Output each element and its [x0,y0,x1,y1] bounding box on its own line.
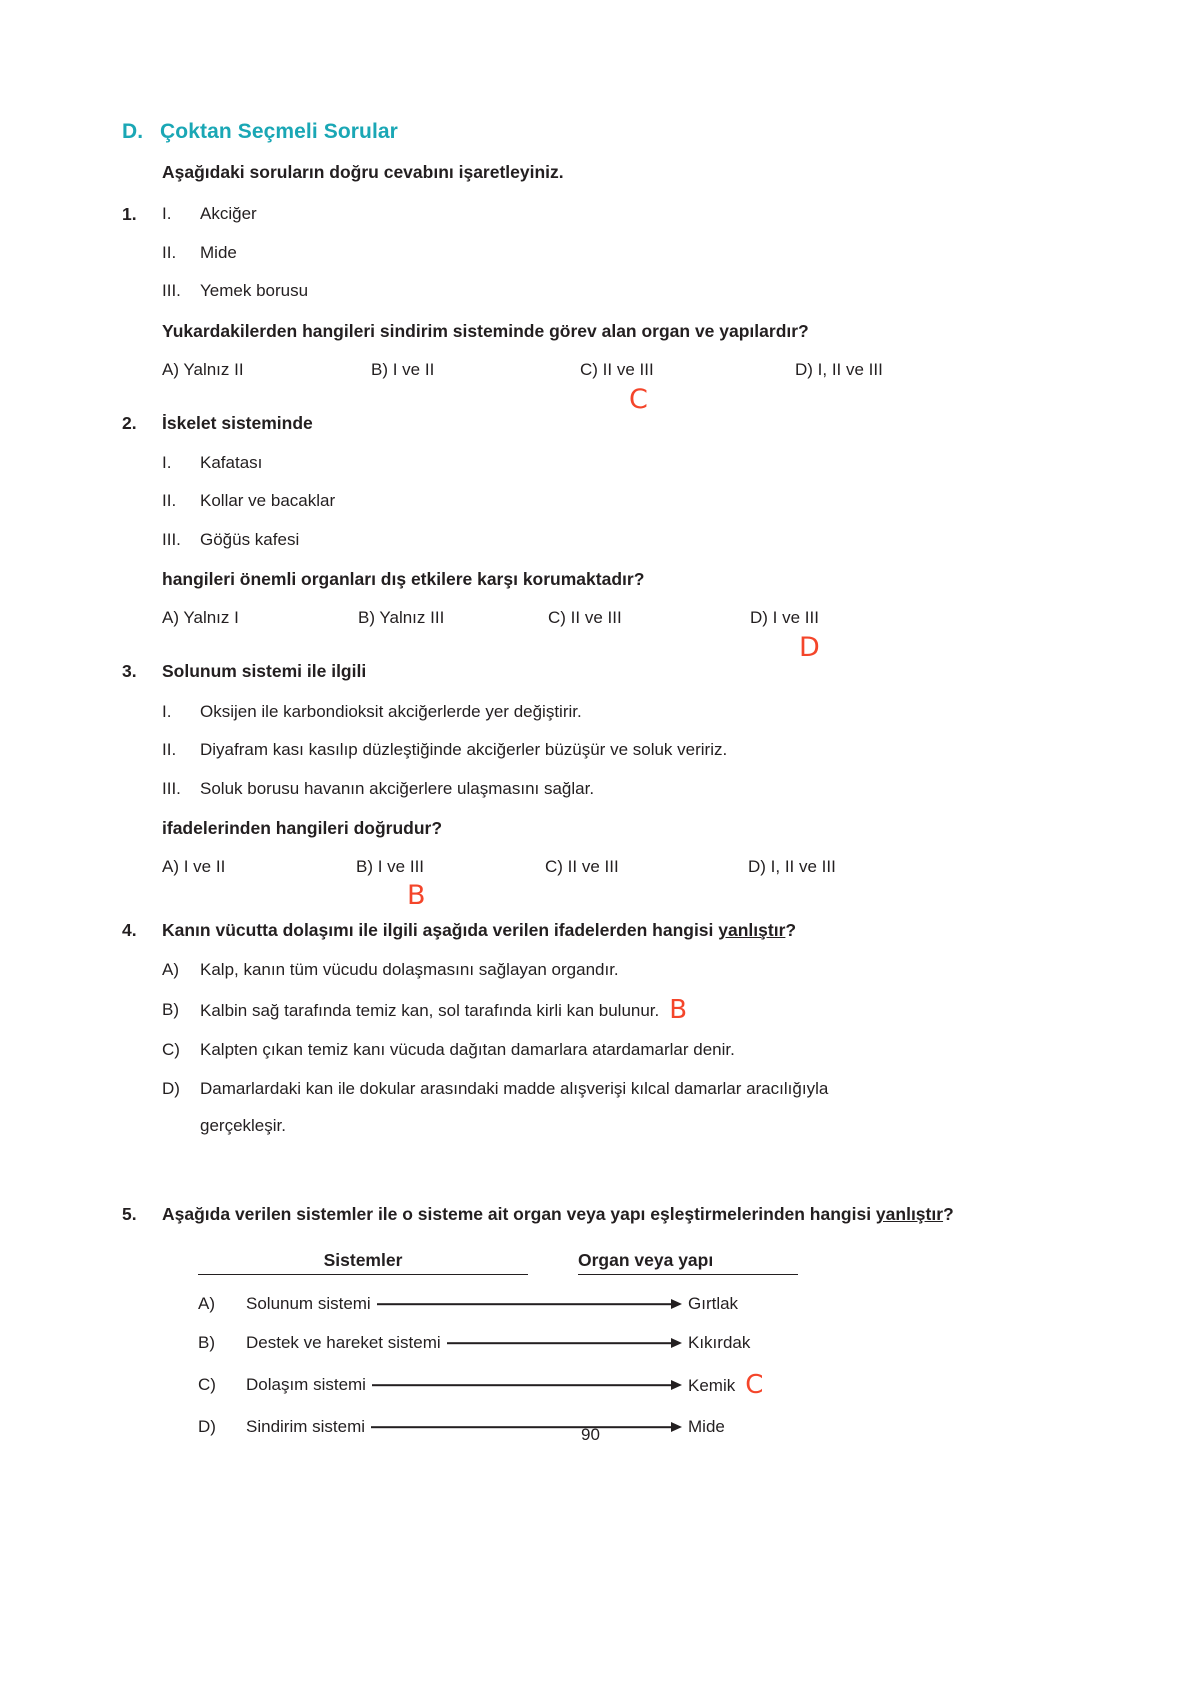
question-5-stem [162,1201,1061,1228]
roman-numeral: I. [162,452,172,472]
question-3 [120,658,1061,912]
question-1-options [162,359,1061,415]
option-a[interactable]: A) Yalnız II [162,359,244,379]
option-b[interactable]: B) I ve III [356,857,425,877]
answer-mark-question-4: B [669,994,688,1025]
question-4-stem-emphasis: yanlıştır [718,920,786,941]
question-1 [120,201,1061,415]
option-c-text: Kalpten çıkan temiz kanı vücuda dağıtan damarlara atardamarlar denir. [200,1039,735,1059]
question-2-roman-list [162,450,1061,553]
roman-item [162,450,1061,476]
section-heading [122,120,1061,144]
option-b-label: Kalbin sağ tarafında temiz kan, sol tarafında kirli kan bulunur. [200,1000,660,1020]
matching-row-d-system: Sindirim sistemi [246,1417,366,1437]
roman-item [162,737,1061,763]
option-d[interactable] [162,1076,1061,1102]
roman-item [162,699,1061,725]
matching-row-a-letter: A) [198,1294,215,1314]
option-d-text: Damarlardaki kan ile dokular arasındaki madde alışverişi kılcal damarlar aracılığıyla [200,1079,829,1099]
question-5-stem-emphasis: yanlıştır [875,1203,944,1224]
option-c[interactable] [162,1037,1061,1063]
option-d-continuation: gerçekleşir. [200,1115,286,1135]
question-1-closing: Yukardakilerden hangileri sindirim sisteminde görev alan organ ve yapılardır? [162,320,809,341]
option-c[interactable]: C) II ve III [548,608,622,628]
matching-row-b-system: Destek ve hareket sistemi [246,1333,441,1353]
roman-numeral: III. [162,529,181,549]
question-1-number: 1. [122,204,137,224]
question-3-stem: Solunum sistemi ile ilgili [162,661,367,682]
matching-row-b[interactable] [198,1333,838,1353]
roman-item [162,776,1061,802]
column-header-organs: Organ veya yapı [578,1250,798,1275]
roman-numeral: II. [162,740,177,759]
roman-item [162,527,1061,553]
matching-row-c-label: Kemik [688,1376,736,1396]
roman-numeral: III. [162,281,181,300]
roman-numeral: II. [162,491,177,511]
arrow-icon [372,1379,682,1391]
question-4-options [162,957,1061,1139]
arrow-icon [447,1337,682,1349]
roman-text: Mide [200,242,237,262]
roman-text: Soluk borusu havanın akciğerlere ulaşmasını sağlar. [200,778,595,798]
option-a-text: Kalp, kanın tüm vücudu dolaşmasını sağlayan organdır. [200,960,619,980]
question-3-roman-list [162,699,1061,802]
matching-row-c-system: Dolaşım sistemi [246,1375,366,1395]
question-2-options [162,608,1061,664]
page-number: 90 [581,1425,600,1444]
option-d[interactable]: D) I, II ve III [748,857,836,877]
option-c[interactable]: C) II ve III [545,857,619,877]
roman-text: Kollar ve bacaklar [200,491,336,511]
question-2-closing: hangileri önemli organları dış etkilere karşı korumaktadır? [162,569,645,590]
question-4-stem-tail: ? [785,920,797,941]
question-2-stem: İskelet sisteminde [162,412,313,433]
question-2-number: 2. [122,412,137,433]
roman-text: Kafatası [200,452,263,472]
option-d[interactable]: D) I ve III [750,608,819,628]
question-5-matching-table [198,1250,838,1437]
arrow-icon [377,1298,682,1310]
option-a[interactable]: A) I ve II [162,857,226,877]
matching-row-b-letter: B) [198,1333,215,1353]
answer-mark-question-2: D [799,632,820,664]
question-4-stem-text: Kanın vücutta dolaşımı ile ilgili aşağıda verilen ifadelerden hangisi [162,920,719,941]
matching-row-c-target [688,1370,838,1401]
question-4-number: 4. [122,920,137,941]
question-5-stem-tail: ? [943,1203,954,1224]
section-instruction: Aşağıdaki soruların doğru cevabını işaretleyiniz. [162,162,564,182]
matching-row-d-target: Mide [688,1417,725,1437]
matching-row-d-letter: D) [198,1417,216,1437]
roman-text: Oksijen ile karbondioksit akciğerlerde yer değiştirir. [200,701,582,721]
answer-mark-question-1: C [629,383,648,415]
option-a-letter: A) [162,960,179,980]
option-b[interactable] [162,994,1061,1025]
roman-item [162,240,1061,266]
roman-numeral: I. [162,701,172,721]
question-1-roman-list [162,201,1061,304]
answer-mark-question-5: C [745,1370,764,1401]
option-d-letter: D) [162,1079,180,1099]
matching-row-c-letter: C) [198,1375,216,1395]
option-b-letter: B) [162,999,179,1019]
option-b-text [200,994,1061,1025]
option-c[interactable]: C) II ve III [580,359,654,379]
question-5-stem-text: Aşağıda verilen sistemler ile o sisteme ait organ veya yapı eşleştirmelerinden hangisi [162,1203,876,1224]
option-c-letter: C) [162,1039,180,1059]
roman-text: Diyafram kası kasılıp düzleştiğinde akciğerler büzüşür ve soluk veririz. [200,740,728,759]
question-3-closing: ifadelerinden hangileri doğrudur? [162,818,443,838]
roman-item [162,278,1061,304]
option-a[interactable]: A) Yalnız I [162,608,239,628]
option-b[interactable]: B) Yalnız III [358,608,445,628]
question-5-number: 5. [122,1203,137,1224]
roman-text: Yemek borusu [200,281,309,300]
section-letter: D. [122,120,144,143]
option-a[interactable] [162,957,1061,983]
roman-text: Göğüs kafesi [200,529,300,549]
matching-row-a[interactable] [198,1294,838,1314]
roman-numeral: I. [162,204,172,223]
section-title: Çoktan Seçmeli Sorular [160,120,398,143]
matching-row-c[interactable] [198,1370,838,1401]
question-4-stem [162,917,1061,944]
roman-numeral: III. [162,778,181,798]
question-5 [120,1201,1061,1437]
option-d[interactable]: D) I, II ve III [795,359,883,379]
question-4 [120,917,1061,1139]
matching-row-a-target: Gırtlak [688,1294,739,1314]
question-3-number: 3. [122,661,137,682]
roman-numeral: II. [162,242,177,262]
matching-row-a-system: Solunum sistemi [246,1294,371,1314]
option-b[interactable]: B) I ve II [371,359,435,379]
question-3-options [162,857,1061,912]
roman-item [162,201,1061,227]
matching-table-header [198,1250,838,1275]
question-2 [120,410,1061,664]
column-header-systems: Sistemler [198,1250,528,1275]
roman-text: Akciğer [200,204,257,223]
roman-item [162,488,1061,514]
matching-row-b-target: Kıkırdak [688,1333,751,1353]
answer-mark-question-3: B [407,880,426,912]
